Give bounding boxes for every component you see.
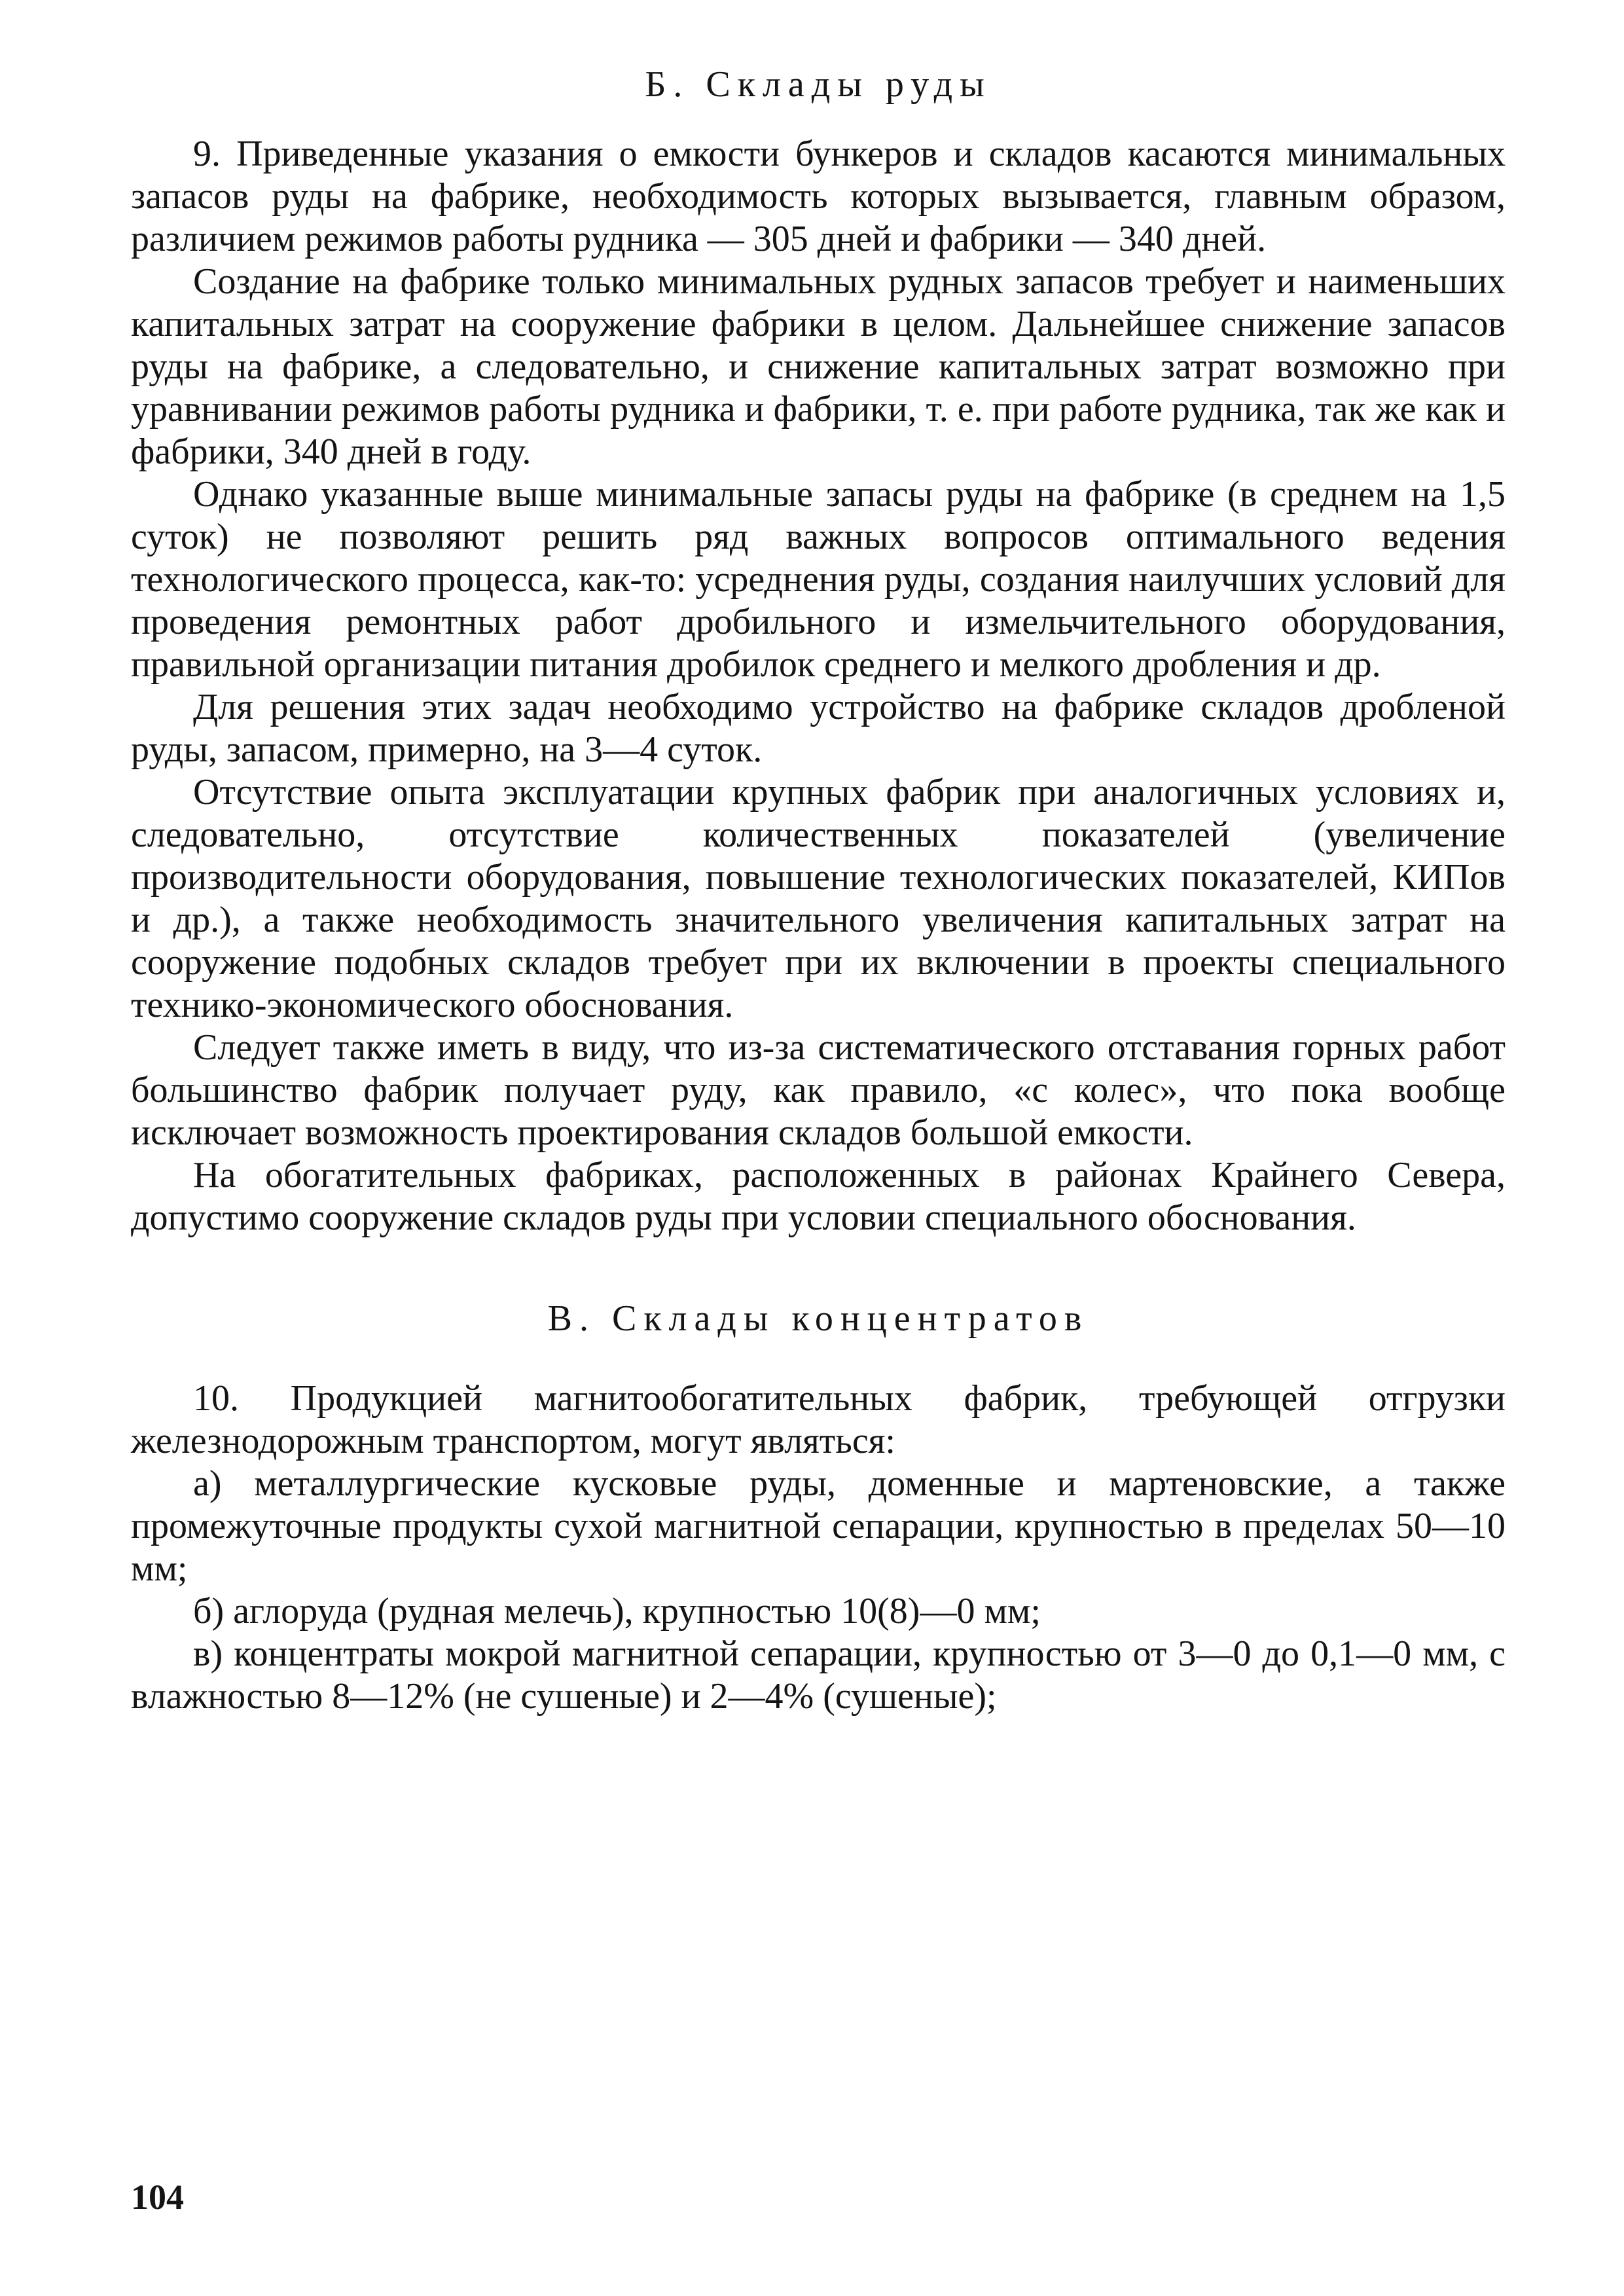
document-page	[131, 39, 1506, 1718]
page-number: 104	[131, 2178, 184, 2217]
paragraph-mining-lag: Следует также иметь в виду, что из-за систематического отставания горных работ большинство фабрик получает руду, как правило, «с колес», что пока вообще исключает возможность проектирования складов большой емкости.	[131, 1027, 1506, 1154]
list-item-a: а) металлургические кусковые руды, доменные и мартеновские, а также промежуточные продукты сухой магнитной сепарации, крупностью в пределах 50—10 мм;	[131, 1463, 1506, 1590]
paragraph-far-north: На обогатительных фабриках, расположенных в районах Крайнего Севера, допустимо сооружение складов руды при условии специального обоснования.	[131, 1155, 1506, 1239]
paragraph-10: 10. Продукцией магнитообогатительных фабрик, требующей отгрузки железнодорожным транспортом, могут являться:	[131, 1378, 1506, 1462]
section-v-heading: В. Склады концентратов	[547, 1298, 1089, 1339]
paragraph-lack-of-experience: Отсутствие опыта эксплуатации крупных фабрик при аналогичных условиях и, следовательно, отсутствие количественных показателей (увеличение производительности оборудования, повышение технологических показателей, КИПов и др.), а также необходимость значительного увеличения капитальных затрат на сооружение подобных складов требует при их включении в проекты специального технико-экономического обоснования.	[131, 772, 1506, 1026]
paragraph-minimal-reserves: Создание на фабрике только минимальных рудных запасов требует и наименьших капитальных затрат на сооружение фабрики в целом. Дальнейшее снижение запасов руды на фабрике, а следовательно, и снижение капитальных затрат возможно при уравнивании режимов работы рудника и фабрики, т. е. при работе рудника, так же как и фабрики, 340 дней в году.	[131, 261, 1506, 473]
section-b-heading: Б. Склады руды	[645, 64, 992, 105]
list-item-v: в) концентраты мокрой магнитной сепарации, крупностью от 3—0 до 0,1—0 мм, с влажностью 8—12% (не сушеные) и 2—4% (сушеные);	[131, 1633, 1506, 1717]
paragraph-9: 9. Приведенные указания о емкости бункеров и складов касаются минимальных запасов руды на фабрике, необходимость которых вызывается, главным образом, различием режимов работы рудника — 305 дней и фабрики — 340 дней.	[131, 134, 1506, 260]
paragraph-however: Однако указанные выше минимальные запасы руды на фабрике (в среднем на 1,5 суток) не позволяют решить ряд важных вопросов оптимального ведения технологического процесса, как-то: усреднения руды, создания наилучших условий для проведения ремонтных работ дробильного и измельчительного оборудования, правильной организации питания дробилок среднего и мелкого дробления и др.	[131, 474, 1506, 685]
paragraph-crushed-ore-storage: Для решения этих задач необходимо устройство на фабрике складов дробленой руды, запасом, примерно, на 3—4 суток.	[131, 687, 1506, 771]
list-item-b: б) аглоруда (рудная мелечь), крупностью 10(8)—0 мм;	[193, 1591, 1041, 1632]
